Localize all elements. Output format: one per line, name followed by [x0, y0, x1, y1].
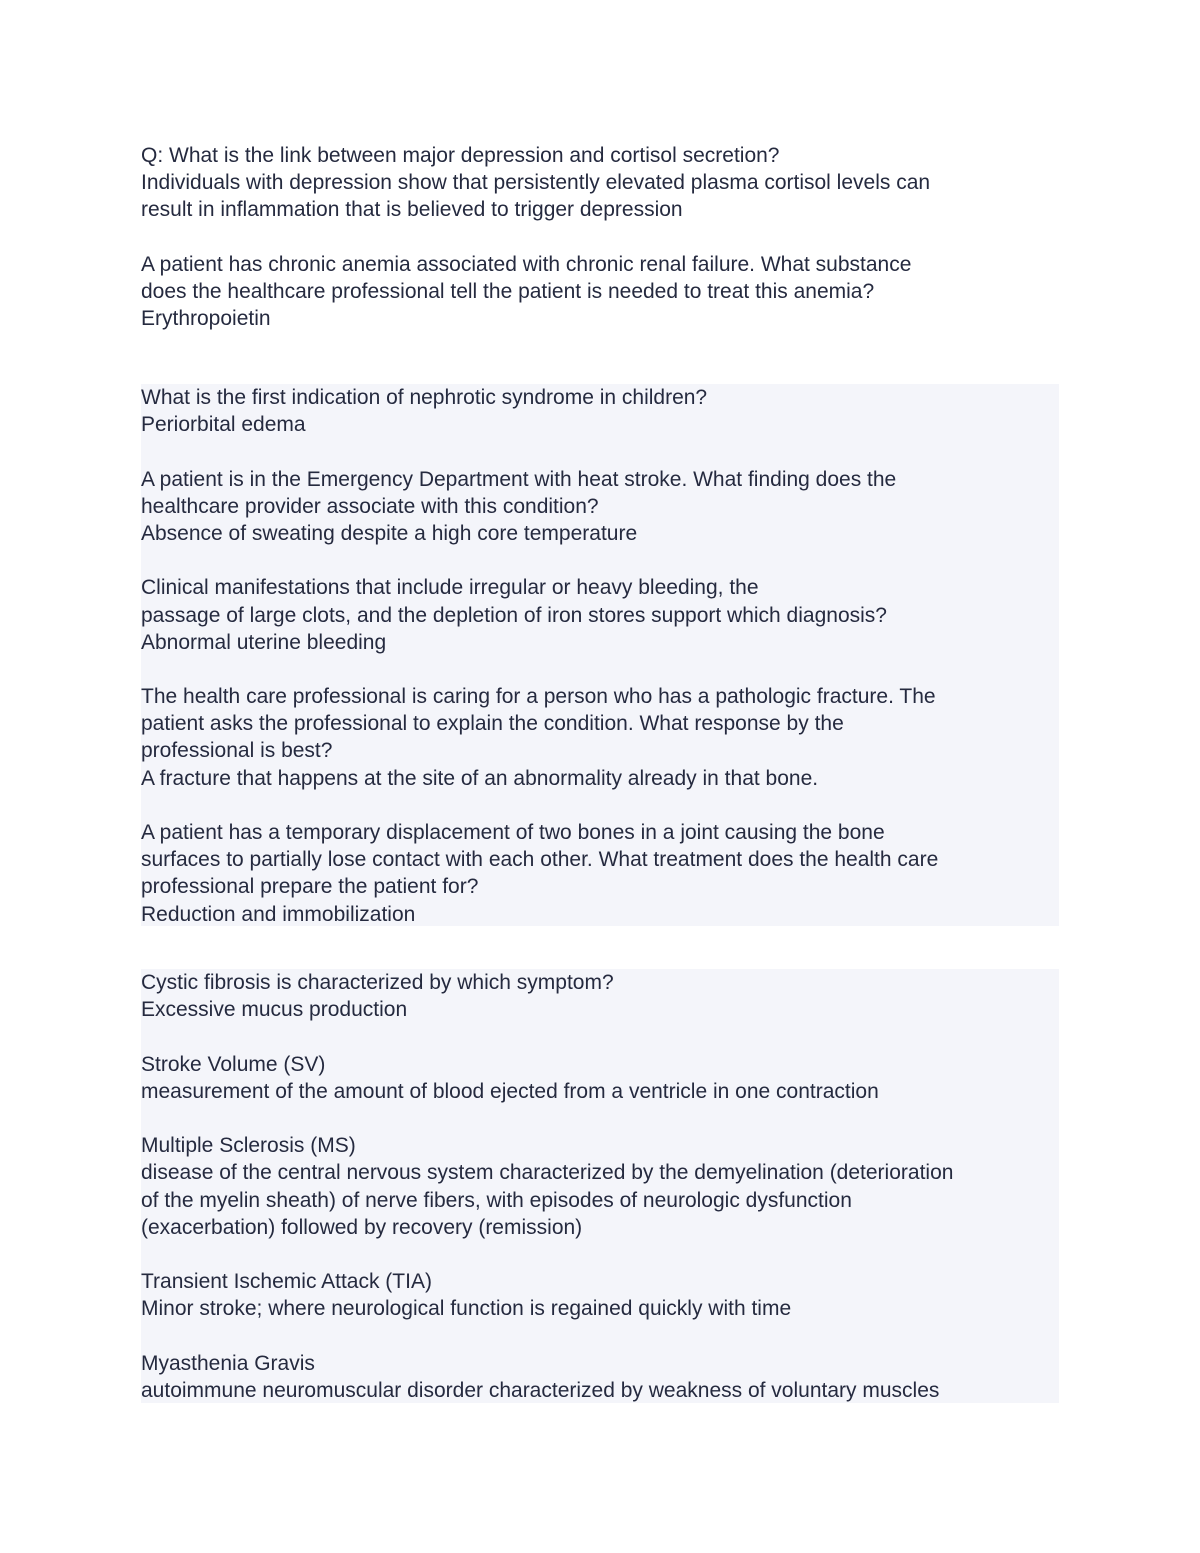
entry-text-line: healthcare provider associate with this condition? — [141, 494, 599, 518]
qa-block-2 — [141, 384, 1059, 926]
entry-text-line: professional is best? — [141, 739, 333, 763]
qa-entry — [141, 969, 1059, 1023]
entry-prompt-line: What is the first indication of nephrotic syndrome in children? — [141, 386, 708, 409]
entry-text-line: Periorbital edema — [141, 413, 306, 437]
entry-prompt-line: Stroke Volume (SV) — [141, 1052, 326, 1076]
entry-text-line: autoimmune neuromuscular disorder characterized by weakness of voluntary muscles — [141, 1378, 940, 1402]
qa-entry — [141, 819, 1059, 928]
qa-entry — [141, 384, 1059, 438]
entry-prompt-line: The health care professional is caring for a person who has a pathologic fracture. The — [141, 685, 936, 709]
entry-prompt-line: Multiple Sclerosis (MS) — [141, 1134, 356, 1158]
paragraph-spacer — [141, 656, 1059, 683]
entry-prompt-line: Q: What is the link between major depression and cortisol secretion? — [141, 144, 780, 167]
qa-entry — [141, 1132, 1059, 1241]
entry-text-line: (exacerbation) followed by recovery (remission) — [141, 1215, 583, 1239]
entry-prompt-line: A patient has a temporary displacement of two bones in a joint causing the bone — [141, 821, 885, 844]
entry-text-line: Abnormal uterine bleeding — [141, 630, 387, 654]
qa-entry — [141, 1051, 1059, 1105]
entry-text-line: disease of the central nervous system characterized by the demyelination (deterioration — [141, 1161, 954, 1185]
qa-entry — [141, 251, 1059, 333]
paragraph-spacer — [141, 1023, 1059, 1050]
entry-text-line: Erythropoietin — [141, 307, 271, 331]
entry-text-line: patient asks the professional to explain the condition. What response by the — [141, 712, 844, 736]
qa-block-1 — [141, 142, 1059, 332]
qa-entry — [141, 1268, 1059, 1322]
entry-text-line: measurement of the amount of blood ejected from a ventricle in one contraction — [141, 1079, 879, 1103]
entry-prompt-line: A patient is in the Emergency Department with heat stroke. What finding does the — [141, 467, 897, 491]
entry-text-line: result in inflammation that is believed to trigger depression — [141, 198, 683, 222]
entry-text-line: Absence of sweating despite a high core temperature — [141, 521, 638, 545]
entry-text-line: passage of large clots, and the depletion of iron stores support which diagnosis? — [141, 603, 887, 627]
paragraph-spacer — [141, 438, 1059, 465]
entry-prompt-line: Transient Ischemic Attack (TIA) — [141, 1270, 432, 1294]
entry-prompt-line: Cystic fibrosis is characterized by which symptom? — [141, 971, 614, 994]
paragraph-spacer — [141, 547, 1059, 574]
paragraph-spacer — [141, 224, 1059, 251]
paragraph-spacer — [141, 1241, 1059, 1268]
entry-text-line: of the myelin sheath) of nerve fibers, with episodes of neurologic dysfunction — [141, 1188, 852, 1212]
entry-text-line: does the healthcare professional tell the patient is needed to treat this anemia? — [141, 279, 875, 303]
paragraph-spacer — [141, 1105, 1059, 1132]
entry-prompt-line: Myasthenia Gravis — [141, 1351, 315, 1375]
qa-entry — [141, 574, 1059, 656]
paragraph-spacer — [141, 1322, 1059, 1349]
qa-block-3 — [141, 969, 1059, 1403]
entry-text-line: A fracture that happens at the site of an abnormality already in that bone. — [141, 766, 819, 790]
entry-text-line: professional prepare the patient for? — [141, 875, 479, 899]
qa-entry — [141, 683, 1059, 792]
qa-entry — [141, 1350, 1059, 1404]
entry-prompt-line: A patient has chronic anemia associated with chronic renal failure. What substance — [141, 252, 912, 276]
entry-prompt-line: Clinical manifestations that include irregular or heavy bleeding, the — [141, 576, 759, 600]
paragraph-spacer — [141, 792, 1059, 819]
entry-text-line: Reduction and immobilization — [141, 902, 416, 926]
entry-text-line: surfaces to partially lose contact with each other. What treatment does the health care — [141, 848, 939, 872]
qa-entry — [141, 466, 1059, 548]
entry-text-line: Minor stroke; where neurological function is regained quickly with time — [141, 1297, 792, 1321]
entry-text-line: Excessive mucus production — [141, 998, 408, 1022]
qa-entry — [141, 142, 1059, 224]
entry-text-line: Individuals with depression show that persistently elevated plasma cortisol levels can — [141, 171, 931, 195]
